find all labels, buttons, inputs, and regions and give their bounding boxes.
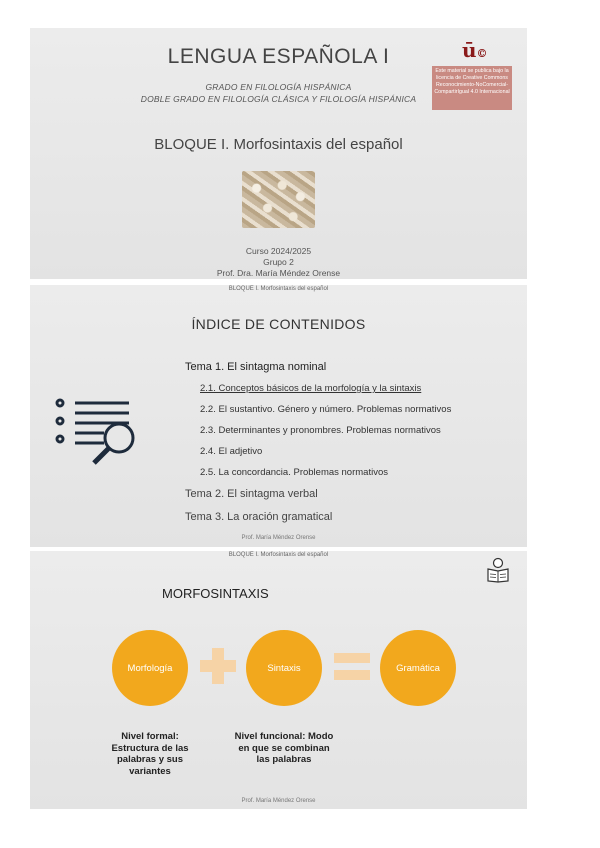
desc-morfologia: Nivel formal: Estructura de las palabras y sus variantes <box>111 731 189 777</box>
professor-name: Prof. Dra. María Méndez Orense <box>216 268 341 278</box>
course-group: Grupo 2 <box>263 257 294 267</box>
tema-2: Tema 2. El sintagma verbal <box>185 488 318 500</box>
slide-topbar: BLOQUE I. Morfosintaxis del español <box>228 286 329 292</box>
circle-sintaxis: Sintaxis <box>246 630 322 706</box>
index-item: 2.1. Conceptos básicos de la morfología y la sintaxis <box>200 383 422 394</box>
course-title: LENGUA ESPAÑOLA I <box>167 45 390 68</box>
desc-sintaxis: Nivel funcional: Modo en que se combinan las palabras <box>234 731 334 765</box>
circle-gramatica: Gramática <box>380 630 456 706</box>
list-search-icon <box>52 395 142 471</box>
slide-footer: Prof. María Méndez Orense <box>241 798 316 804</box>
license-notice: Este material se publica bajo la licencia de Creative Commons Reconocimiento-NoComercial-CompartirIgual 4.0 Internacional <box>432 66 512 110</box>
circle-morfologia: Morfología <box>112 630 188 706</box>
degree-line-1: GRADO EN FILOLOGÍA HISPÁNICA <box>205 82 352 92</box>
slide-footer: Prof. María Méndez Orense <box>241 535 316 541</box>
course-year: Curso 2024/2025 <box>245 246 312 256</box>
index-item: 2.4. El adjetivo <box>200 446 263 457</box>
letter-tiles-photo <box>242 171 315 228</box>
index-title: ÍNDICE DE CONTENIDOS <box>191 316 366 332</box>
slide-title <box>30 28 527 279</box>
index-item: 2.2. El sustantivo. Género y número. Problemas normativos <box>200 404 452 415</box>
bloque-heading: BLOQUE I. Morfosintaxis del español <box>154 136 403 153</box>
index-item: 2.3. Determinantes y pronombres. Problemas normativos <box>200 425 441 436</box>
degree-line-2: DOBLE GRADO EN FILOLOGÍA CLÁSICA Y FILOLOGÍA HISPÁNICA <box>140 94 417 104</box>
slide-topbar: BLOQUE I. Morfosintaxis del español <box>228 552 329 558</box>
tema-3: Tema 3. La oración gramatical <box>185 511 333 523</box>
index-item: 2.5. La concordancia. Problemas normativos <box>200 467 388 478</box>
equals-icon <box>334 653 370 681</box>
tema-1: Tema 1. El sintagma nominal <box>185 361 327 373</box>
reader-icon <box>486 557 510 583</box>
university-logo-mark: ū© <box>462 38 488 62</box>
slide-title: MORFOSINTAXIS <box>162 586 269 601</box>
slide-index <box>30 285 527 547</box>
slide-morfosintaxis <box>30 551 527 809</box>
university-logo <box>432 36 512 108</box>
plus-icon <box>200 648 236 684</box>
